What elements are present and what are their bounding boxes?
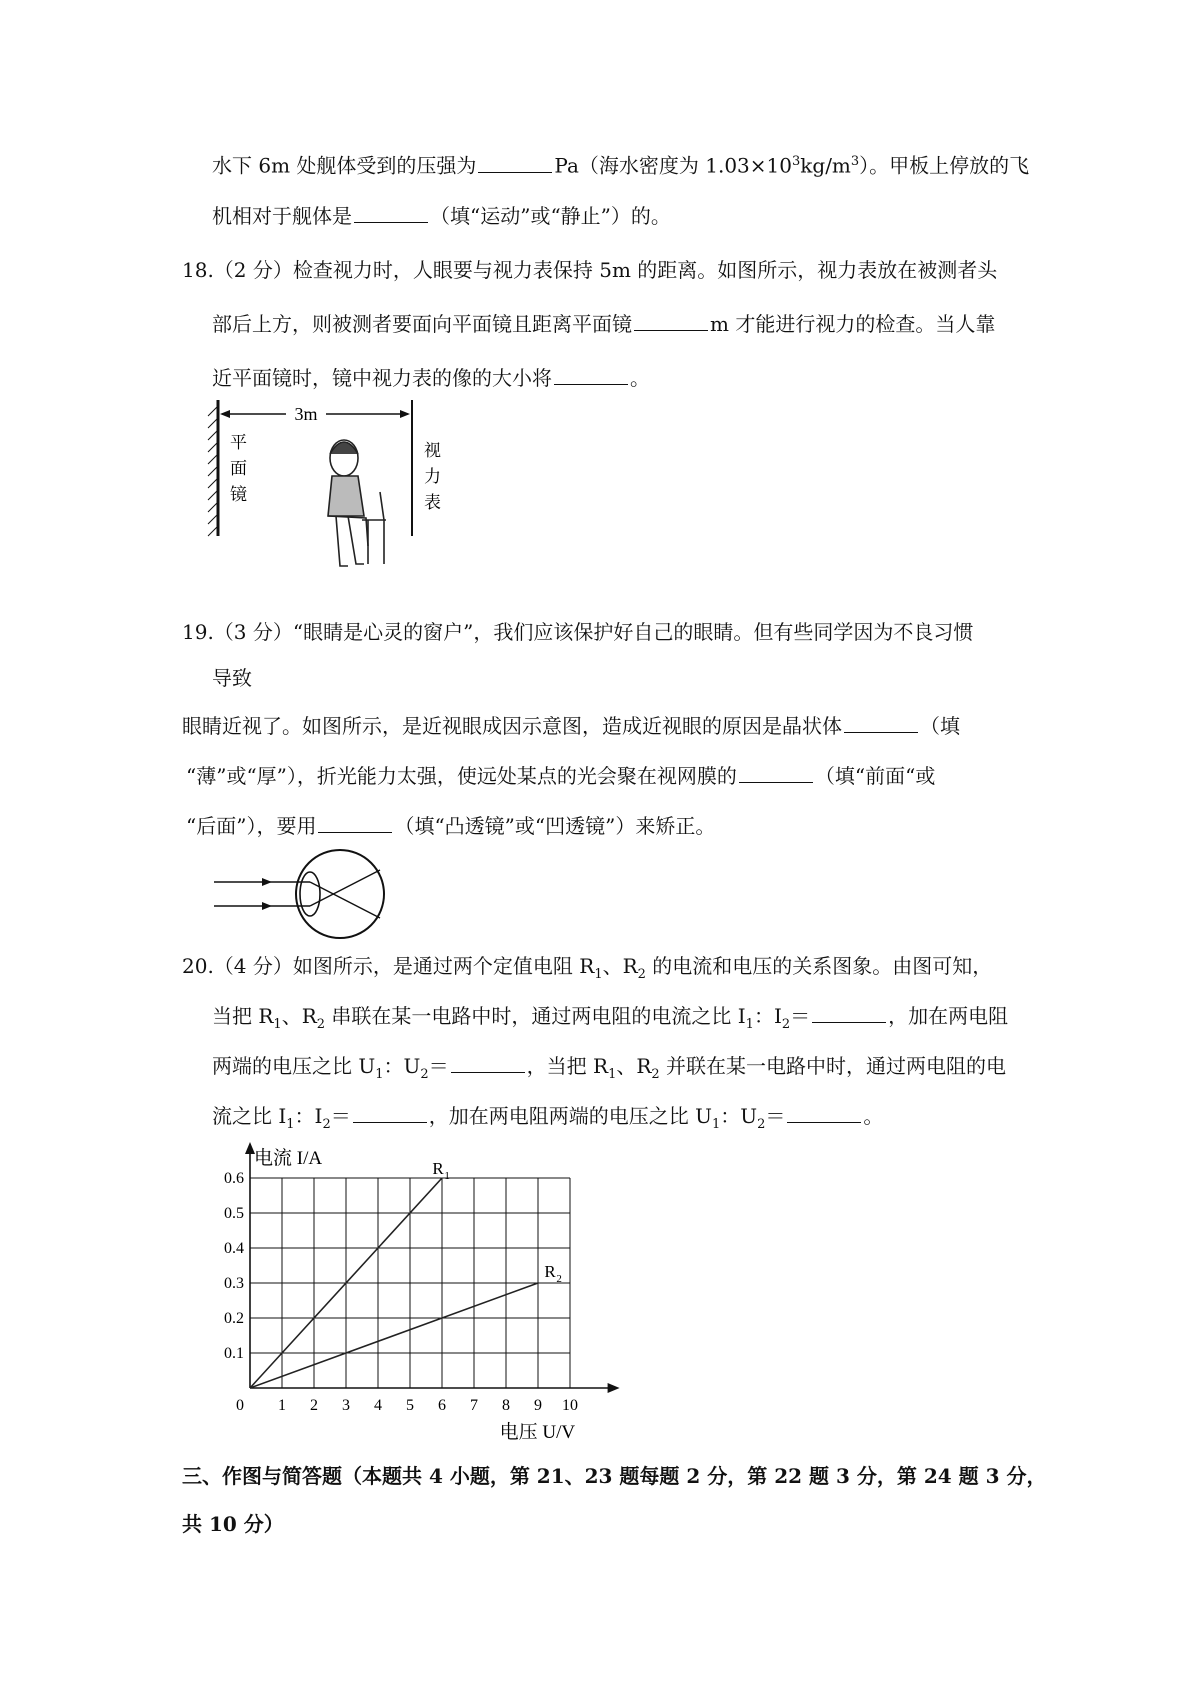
chart-label-1: 视 xyxy=(424,441,441,460)
x-tick-label: 3 xyxy=(342,1397,350,1414)
q17-text: ）。甲板上停放的飞 xyxy=(859,153,1030,178)
q20-text: ＝ xyxy=(330,1104,351,1128)
q20-text: 、R xyxy=(602,954,638,978)
q17-line-2 xyxy=(212,202,671,230)
q20-text: 。 xyxy=(863,1104,884,1128)
x-tick-label: 6 xyxy=(438,1397,446,1414)
q19-text: “后面”），要用 xyxy=(186,814,317,838)
q18-text: m 才能进行视力的检查。当人靠 xyxy=(710,312,996,336)
subscript: 1 xyxy=(286,1117,295,1132)
q20-text: 串联在某一电路中时，通过两电阻的电流之比 I xyxy=(325,1004,746,1028)
q17-text: （填“运动”或“静止”）的。 xyxy=(430,204,671,228)
x-tick-label: 10 xyxy=(562,1397,578,1414)
q19-line-3 xyxy=(182,712,960,740)
ray-arrow-icon xyxy=(262,878,272,886)
q20-text: ，加在两电阻 xyxy=(888,1004,1009,1028)
x-tick-label: 2 xyxy=(310,1397,318,1414)
subscript: 2 xyxy=(781,1017,791,1032)
q20-line-4 xyxy=(212,1102,883,1139)
y-tick-label: 0.5 xyxy=(224,1205,244,1222)
eyeball-icon xyxy=(296,850,384,938)
subscript: 2 xyxy=(420,1067,429,1082)
series-line-r2 xyxy=(250,1283,538,1388)
q19-line-5 xyxy=(186,812,715,840)
subscript: 2 xyxy=(322,1117,331,1132)
q18-line-3 xyxy=(212,364,650,392)
series-label-r2-subscript: 2 xyxy=(556,1273,562,1285)
subscript: 1 xyxy=(711,1117,721,1132)
answer-blank[interactable] xyxy=(554,364,628,385)
q20-text: ：U xyxy=(720,1104,758,1128)
y-tick-label: 0.2 xyxy=(224,1310,244,1327)
superscript: 3 xyxy=(850,154,860,169)
q17-text: kg/m xyxy=(800,153,851,178)
q19-text: （填“凸透镜”或“凹透镜”）来矫正。 xyxy=(394,814,716,838)
section-3-heading: 三、作图与简答题（本题共 4 小题，第 21、23 题每题 2 分，第 22 题 3 分，第 24 题 3 分， xyxy=(182,1464,1047,1488)
answer-blank[interactable] xyxy=(739,762,813,783)
series-label-r1: R xyxy=(432,1159,444,1178)
subscript: 2 xyxy=(637,967,646,982)
q20-text: ＝ xyxy=(765,1104,786,1128)
q20-text: ，当把 R xyxy=(526,1054,609,1078)
q19-text: （填“前面“或 xyxy=(814,764,936,788)
q20-text: ＝ xyxy=(790,1004,811,1028)
chart-labels xyxy=(224,1147,578,1443)
arrow-right-icon xyxy=(400,410,410,418)
q20-text: 、R xyxy=(616,1054,652,1078)
chart-label-3: 表 xyxy=(424,493,441,512)
q20-text: ＝ xyxy=(428,1054,449,1078)
answer-blank[interactable] xyxy=(634,310,708,331)
subscript: 1 xyxy=(375,1067,384,1082)
q20-text: 20.（4 分）如图所示，是通过两个定值电阻 R xyxy=(182,954,595,978)
x-tick-label: 7 xyxy=(470,1397,478,1414)
q17-text: 水下 6m 处舰体受到的压强为 xyxy=(212,153,477,178)
subscript: 2 xyxy=(316,1017,326,1032)
myopia-eye-figure xyxy=(212,844,412,944)
q20-line-1 xyxy=(182,952,992,989)
superscript: 3 xyxy=(791,154,801,169)
x-tick-label: 1 xyxy=(278,1397,286,1414)
chart-label-2: 力 xyxy=(424,467,441,486)
x-axis-arrow-icon xyxy=(608,1383,620,1393)
x-tick-label: 8 xyxy=(502,1397,510,1414)
q19-line-1: 19.（3 分）“眼睛是心灵的窗户”，我们应该保护好自己的眼睛。但有些同学因为不良习惯 xyxy=(182,620,974,644)
q17-line-1 xyxy=(212,148,1029,180)
q20-line-2 xyxy=(212,1002,1008,1039)
iv-chart xyxy=(206,1140,646,1450)
x-tick-label: 9 xyxy=(534,1397,542,1414)
answer-blank[interactable] xyxy=(812,1002,886,1023)
chart-grid xyxy=(250,1178,570,1388)
mirror-label-1: 平 xyxy=(230,433,247,452)
x-tick-label: 0 xyxy=(236,1397,244,1414)
answer-blank[interactable] xyxy=(318,812,392,833)
chart-axes xyxy=(245,1142,620,1393)
series-label-r1-subscript: 1 xyxy=(444,1170,450,1182)
q20-text: 、R xyxy=(281,1004,317,1028)
x-tick-label: 4 xyxy=(374,1397,382,1414)
q20-text: ，加在两电阻两端的电压之比 U xyxy=(428,1104,712,1128)
answer-blank[interactable] xyxy=(353,1102,427,1123)
y-tick-label: 0.4 xyxy=(224,1240,244,1257)
answer-blank[interactable] xyxy=(354,202,428,223)
section-3-heading-cont: 共 10 分） xyxy=(182,1512,284,1536)
q19-line-2: 导致 xyxy=(212,666,252,690)
q20-text: 流之比 I xyxy=(212,1104,287,1128)
q20-text: 并联在某一电路中时，通过两电阻的电 xyxy=(659,1054,1007,1078)
q18-text: 部后上方，则被测者要面向平面镜且距离平面镜 xyxy=(212,312,632,336)
q18-line-2 xyxy=(212,310,995,338)
q19-text: （填 xyxy=(920,714,960,738)
mirror-label-2: 面 xyxy=(230,459,247,478)
q18-text: 近平面镜时，镜中视力表的像的大小将 xyxy=(212,366,552,390)
subscript: 1 xyxy=(608,1067,617,1082)
q17-text: 机相对于舰体是 xyxy=(212,204,352,228)
y-tick-label: 0.1 xyxy=(224,1345,244,1362)
q17-text: Pa（海水密度为 1.03×10 xyxy=(554,153,792,178)
q20-line-3 xyxy=(212,1052,1006,1089)
subscript: 1 xyxy=(273,1017,282,1032)
eye-test-figure xyxy=(196,396,456,596)
q20-text: 两端的电压之比 U xyxy=(212,1054,376,1078)
subscript: 1 xyxy=(745,1017,754,1032)
seated-person-icon xyxy=(328,440,386,566)
q20-text: 当把 R xyxy=(212,1004,274,1028)
series-label-r2: R xyxy=(544,1262,556,1281)
answer-blank[interactable] xyxy=(478,152,552,173)
distance-label: 3m xyxy=(294,404,318,424)
x-axis-label: 电压 U/V xyxy=(499,1422,576,1443)
q19-text: 眼睛近视了。如图所示，是近视眼成因示意图，造成近视眼的原因是晶状体 xyxy=(182,714,842,738)
q18-text: 。 xyxy=(630,366,650,390)
y-tick-label: 0.6 xyxy=(224,1170,244,1187)
q20-text: ：I xyxy=(294,1104,323,1128)
q19-line-4 xyxy=(186,762,935,790)
y-tick-label: 0.3 xyxy=(224,1275,244,1292)
subscript: 2 xyxy=(757,1117,766,1132)
subscript: 1 xyxy=(594,967,603,982)
subscript: 2 xyxy=(651,1067,660,1082)
arrow-left-icon xyxy=(220,410,230,418)
q18-line-1: 18.（2 分）检查视力时，人眼要与视力表保持 5m 的距离。如图所示，视力表放在被测者头 xyxy=(182,258,998,282)
answer-blank[interactable] xyxy=(787,1102,861,1123)
q20-text: ：U xyxy=(383,1054,421,1078)
q20-text: 的电流和电压的关系图象。由图可知， xyxy=(645,954,993,978)
answer-blank[interactable] xyxy=(844,712,918,733)
x-tick-label: 5 xyxy=(406,1397,414,1414)
y-axis-label: 电流 I/A xyxy=(254,1148,323,1169)
q19-text: “薄”或“厚”），折光能力太强，使远处某点的光会聚在视网膜的 xyxy=(186,764,737,788)
answer-blank[interactable] xyxy=(451,1052,525,1073)
ray-arrow-icon xyxy=(262,902,272,910)
q20-text: ：I xyxy=(753,1004,782,1028)
mirror-label-3: 镜 xyxy=(230,485,247,504)
lens-icon xyxy=(300,872,320,916)
